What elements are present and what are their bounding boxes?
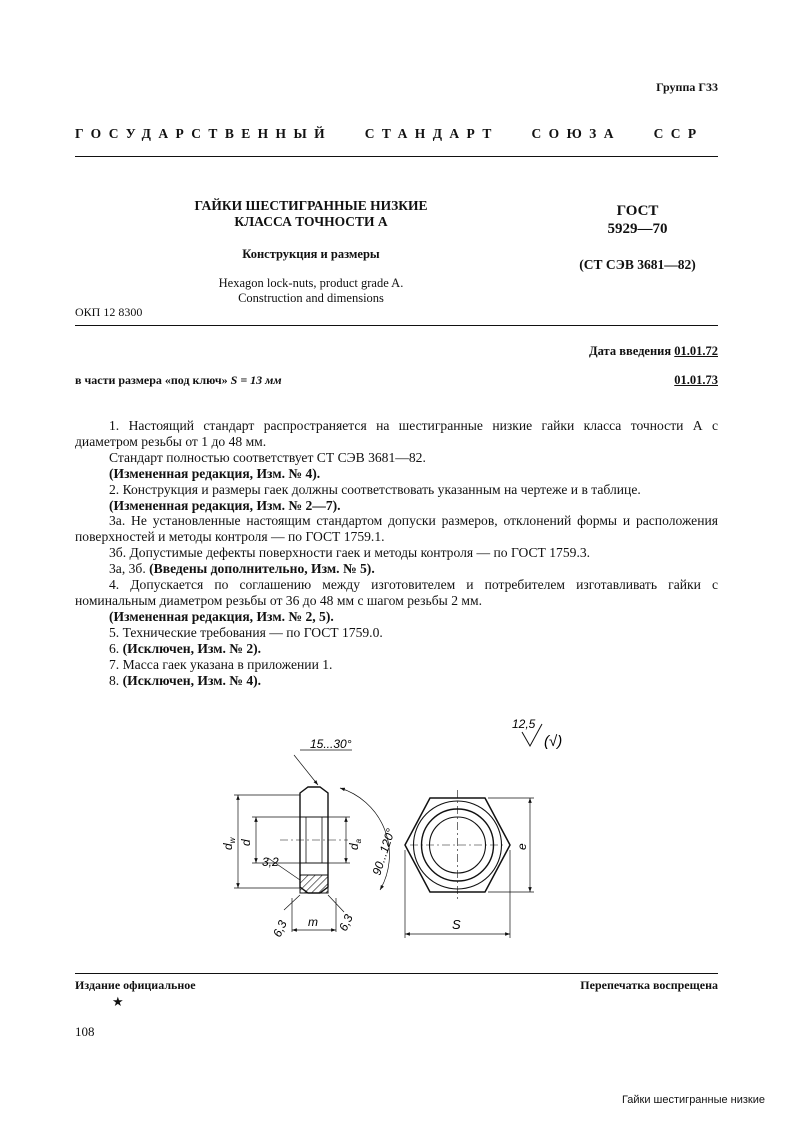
intro-date-value: 01.01.72 [674,344,718,358]
document-title [150,198,472,230]
paragraph: 5. Технические требования — по ГОСТ 1759.0. [109,624,383,640]
amendment-paragraph [75,561,718,577]
roughness-6-3-left: 6,3 [270,918,290,940]
amendment-note: (Исключен, Изм. № 4). [122,672,262,688]
nut-drawing [200,700,580,950]
english-title [150,276,472,306]
amendment-note: (Измененная редакция, Изм. № 4). [109,465,321,481]
paragraph: Стандарт полностью соответствует СТ СЭВ 3681—82. [109,449,426,465]
paragraph-prefix: 6. [109,640,123,656]
paragraph: 7. Масса гаек указана в приложении 1. [109,656,333,672]
header-rule [75,156,718,157]
amendment-note: (Измененная редакция, Изм. № 2, 5). [109,608,334,624]
amendment-note: (Введены дополнительно, Изм. № 5). [149,561,375,577]
footer-rule [75,973,718,974]
official-edition: Издание официальное [75,978,196,992]
english-title-line-2: Construction and dimensions [238,291,384,305]
reprint-notice: Перепечатка воспрещена [580,978,718,992]
page-number: 108 [75,1024,95,1039]
roughness-value: 12,5 [512,717,536,731]
roughness-6-3-right: 6,3 [336,912,356,934]
size-note [75,373,282,388]
paragraph: 3б. Допустимые дефекты поверхности гаек и методы контроля — по ГОСТ 1759.3. [109,545,591,561]
paragraph-prefix: 3а, 3б. [109,561,150,577]
gost-label: ГОСТ [616,203,659,219]
title-rule [75,325,718,326]
amendment-paragraph [75,641,718,657]
dw-label: $d_w$ [221,837,237,850]
da-label: $d_a$ [347,838,363,850]
gost-sev-reference: (СТ СЭВ 3681—82) [579,257,696,272]
s-label: S [452,917,461,932]
size-note-value: S = 13 мм [230,373,282,387]
paragraph: 4. Допускается по соглашению между изготовителем и потребителем изготавливать гайки с номинальным диаметром резьбы от 36 до 48 мм с шагом резьбы 2 мм. [75,577,718,608]
e-label: e [515,843,529,850]
roughness-3-2-label: 3,2 [262,855,279,869]
paragraph: 2. Конструкция и размеры гаек должны соответствовать указанным на чертеже и в таблице. [109,481,641,497]
size-date: 01.01.73 [674,373,718,387]
introduction-date [589,344,718,359]
gost-number: 5929—70 [607,221,668,237]
paragraph: 1. Настоящий стандарт распространяется на шестигранные низкие гайки класса точности А с диаметром резьбы от 1 до 48 мм. [75,418,718,449]
paragraph-prefix: 8. [109,672,123,688]
title-line-2: КЛАССА ТОЧНОСТИ А [234,214,388,229]
d-label: d [239,839,253,846]
m-label: m [308,915,318,929]
group-code: Группа Г33 [656,80,718,94]
amendment-note: (Измененная редакция, Изм. № 2—7). [109,497,341,513]
state-standard-title: ГОСУДАРСТВЕННЫЙ СТАНДАРТ СОЮЗА ССР [75,126,704,141]
paragraph: 3а. Не установленные настоящим стандартом допуски размеров, отклонений формы и расположения поверхностей и методы контроля — по ГОСТ 1759.1. [75,513,718,545]
angle-90-120-label: 90...120° [369,826,398,877]
english-title-line-1: Hexagon lock-nuts, product grade A. [218,276,404,290]
title-line-1: ГАЙКИ ШЕСТИГРАННЫЕ НИЗКИЕ [194,198,428,213]
okp-code: ОКП 12 8300 [75,305,143,319]
star-icon: ★ [112,994,124,1009]
document-subtitle: Конструкция и размеры [242,247,380,261]
chamfer-angle-label: 15...30° [310,737,352,751]
amendment-paragraph [75,673,718,689]
section-hatch [300,875,328,893]
amendment-note: (Исключен, Изм. № 2). [122,640,262,656]
body-text [75,418,718,688]
roughness-rest: (√) [544,733,563,750]
front-view [405,768,534,938]
intro-date-label: Дата введения [589,344,672,358]
gost-designation [555,202,720,238]
side-dimensions [234,750,389,932]
size-note-prefix: в части размера «под ключ» [75,373,228,387]
running-title: Гайки шестигранные низкие [621,1094,765,1106]
